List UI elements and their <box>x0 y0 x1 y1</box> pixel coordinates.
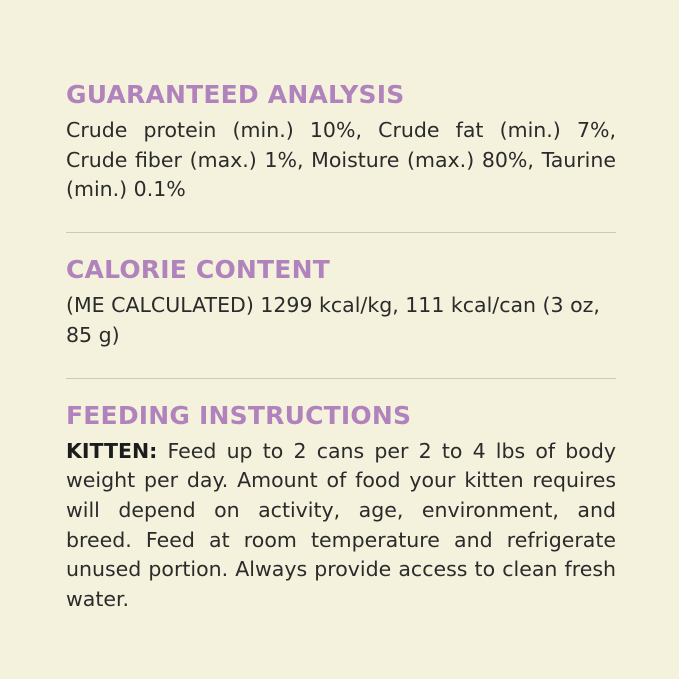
section-feeding-instructions <box>66 400 616 615</box>
label-content <box>66 82 616 615</box>
divider-1 <box>66 232 616 233</box>
calorie-content-title: CALORIE CONTENT <box>66 255 330 285</box>
feeding-instructions-title: FEEDING INSTRUCTIONS <box>66 400 412 430</box>
guaranteed-analysis-body: Crude protein (min.) 10%, Crude fat (min.) 7%, Crude fiber (max.) 1%, Moisture (max.) 80%, Taurine (min.) 0.1% <box>66 118 616 202</box>
guaranteed-analysis-title: GUARANTEED ANALYSIS <box>66 80 405 109</box>
section-calorie-content <box>66 257 616 350</box>
feeding-instructions-body <box>66 437 616 615</box>
feeding-instructions-text: Feed up to 2 cans per 2 to 4 lbs of body weight per day. Amount of food your kitten requires will depend on activity, age, environment, and breed. Feed at room temperature and refrigerate unused portion. Always provide access to clean fresh water. <box>66 438 616 612</box>
divider-2 <box>66 378 616 379</box>
section-guaranteed-analysis <box>66 82 616 205</box>
calorie-content-body: (ME CALCULATED) 1299 kcal/kg, 111 kcal/can (3 oz, 85 g) <box>66 293 600 347</box>
feeding-instructions-lead: KITTEN: <box>66 438 158 463</box>
